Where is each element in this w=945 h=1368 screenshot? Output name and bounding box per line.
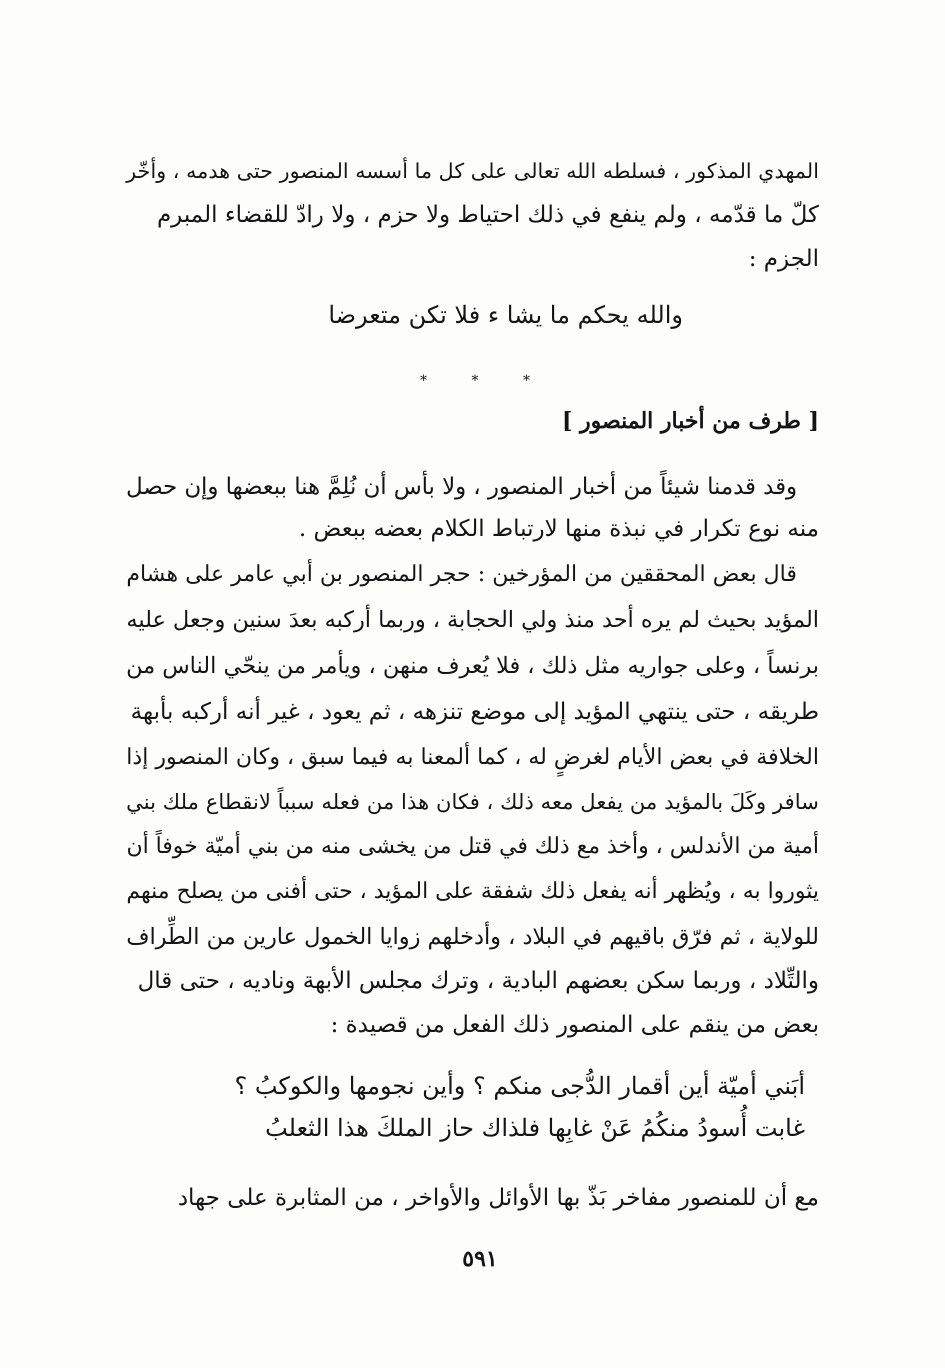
separator-star: * [523, 373, 530, 389]
paragraph3-line-9: للولاية ، ثم فرّق باقيهم في البلاد ، وأدخلهم زوايا الخمول عارين من الطِّراف [126, 924, 819, 950]
paragraph2-line-1: وقد قدمنا شيئاً من أخبار المنصور ، ولا بأس أن نُلِمَّ هنا ببعضها وإن حصل [126, 474, 797, 500]
paragraph3-line-10: والتِّلاد ، وربما سكن بعضهم البادية ، وترك مجلس الأبهة وناديه ، حتى قال [137, 968, 819, 994]
poem-line-2: غابت أُسودُ منكُمُ عَنْ غابِها فلذاك حاز الملكَ هذا الثعلبُ [265, 1114, 805, 1142]
paragraph4-line-1: مع أن للمنصور مفاخر بَذّ بها الأوائل والأواخر ، من المثابرة على جهاد [177, 1185, 819, 1211]
separator-star: * [471, 373, 479, 389]
paragraph3-line-2: المؤيد بحيث لم يره أحد منذ ولي الحجابة ، وربما أركبه بعدَ سنين وجعل عليه [126, 607, 819, 633]
paragraph3-line-8: يثوروا به ، ويُظهر أنه يفعل ذلك شفقة على المؤيد ، حتى أفنى من يصلح منهم [126, 879, 819, 904]
verse-line: والله يحكم ما يشا ء فلا تكن متعرضا [328, 301, 683, 329]
paragraph3-line-3: برنساً ، وعلى جواريه مثل ذلك ، فلا يُعرف منهن ، ويأمر من ينحّي الناس من [126, 653, 819, 679]
paragraph1-line-2: كلّ ما قدّمه ، ولم ينفع في ذلك احتياط ولا حزم ، ولا رادّ للقضاء المبرم [156, 202, 819, 228]
paragraph3-line-5: الخلافة في بعض الأيام لغرضٍ له ، كما ألمعنا به فيما سبق ، وكان المنصور إذا [126, 744, 819, 770]
paragraph3-line-4: طريقه ، حتى ينتهي المؤيد إلى موضع تنزهه ، ثم يعود ، غير أنه أركبه بأبهة [130, 699, 819, 725]
section-separator [420, 366, 530, 396]
paragraph3-line-1: قال بعض المحققين من المؤرخين : حجر المنصور بن أبي عامر على هشام [126, 561, 797, 587]
separator-star: * [420, 373, 427, 389]
paragraph3-line-11: بعض من ينقم على المنصور ذلك الفعل من قصيدة : [330, 1012, 819, 1038]
paragraph3-line-7: أمية من الأندلس ، وأخذ مع ذلك في قتل من يخشى منه من بني أميّة خوفاً أن [126, 834, 819, 859]
poem-line-1: أبَني أميّة أين أقمار الدُّجى منكم ؟ وأين نجومها والكوكبُ ؟ [234, 1072, 805, 1100]
paragraph3-line-6: سافر وكَلَ بالمؤيد من يفعل معه ذلك ، فكان هذا من فعله سبباً لانقطاع ملك بني [126, 789, 819, 814]
paragraph2-line-2: منه نوع تكرار في نبذة منها لارتباط الكلام بعضه ببعض . [298, 516, 819, 542]
section-heading: [ طرف من أخبار المنصور ] [561, 408, 819, 434]
page-number: ٥٩١ [462, 1246, 498, 1272]
paragraph1-line-3: الجزم : [748, 246, 819, 272]
paragraph1-line-1: المهدي المذكور ، فسلطه الله تعالى على كل ما أسسه المنصور حتى هدمه ، وأخّر [126, 159, 819, 183]
